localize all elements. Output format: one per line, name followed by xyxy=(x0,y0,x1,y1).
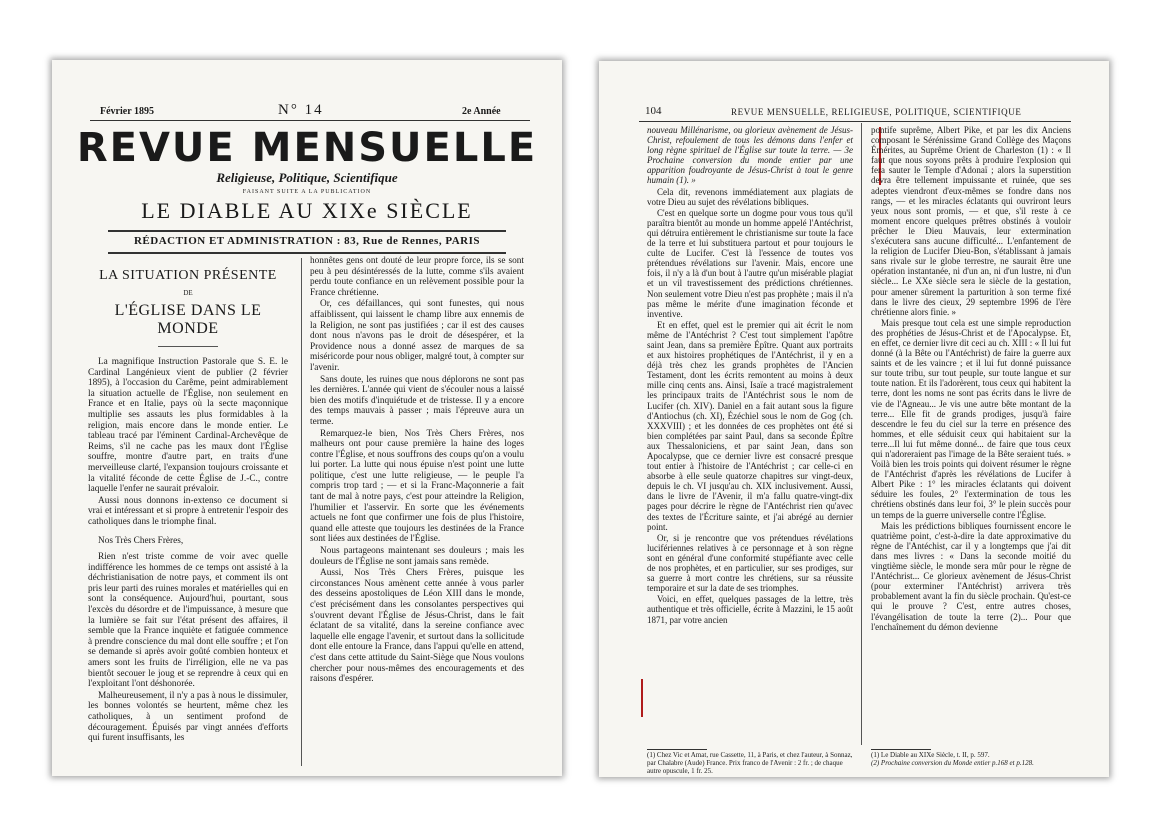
paragraph: Aussi, Nos Très Chers Frères, puisque les circonstances Nous amènent cette année à vous parler des desseins apostoliques de Léon XIII dans le monde, c'est précisément dans les consolantes perspectives qui s'ouvrent devant l'Église de Jésus-Christ, dans le fait éclatant de sa vitalité, dans la sereine confiance avec laquelle elle engage l'avenir, et surtout dans la sollicitude dont elle entoure la France, dans l'appui qu'elle en attend, c'est dans cette attitude du Saint-Siège que Nous voulons chercher pour nous-mêmes des encouragements et des raisons d'espérer. xyxy=(310,568,524,685)
article-body-col1 xyxy=(88,357,288,744)
header-rule xyxy=(639,121,1071,122)
paragraph: Rien n'est triste comme de voir avec quelle indifférence les hommes de ce temps ont assisté à la déchristianisation de notre pays, et comment ils ont pris leur parti des ruines morales et matérielles qui en sont la conséquence. Aujourd'hui, pourtant, sous l'excès du désordre et de l'impuissance, à mesure que la lumière se fait sur l'état présent des affaires, il semble que la France inquiète et fatiguée commence à prendre conscience du mal dont elle souffre ; et l'on se demande si après avoir goûté combien honteux et amers sont les fruits de l'irréligion, elle ne va pas bientôt secouer le joug et se reprendre à ceux qui en l'exploitant l'ont déshonorée. xyxy=(88,552,288,690)
masthead-rule-top xyxy=(108,230,506,232)
paragraph: Et en effet, quel est le premier qui ait écrit le nom même de l'Antéchrist ? C'est tout simplement l'apôtre saint Jean, dans sa première Épître. Quant aux portraits et aux histoires prophétiques de l'Antéchrist, il y en a déjà très chez les grands prophètes de l'Ancien Testament, dont les écrits remontent au moins à deux mille cinq cents ans. Ainsi, Isaïe a tracé magistralement les principaux traits de l'Antéchrist sous le nom de Lucifer (ch. XIV). Daniel en a fait autant sous la figure d'Antiochus (ch. XI), Ézéchiel sous le nom de Gog (ch. XXXVIII) ; et les données de ces prophètes ont été si bien complétées par saint Paul, dans sa seconde Épître aux Thessaloniciens, et par saint Jean, dans son Apocalypse, que ce dernier livre est consacré presque tout entier à l'histoire de l'Antéchrist ; car celle-ci en absorbe à elle seule quatorze chapitres sur vingt-deux, depuis le ch. VI jusqu'au ch. XIX inclusivement. Aussi, dans le livre de l'Avenir, il m'a fallu quatre-vingt-dix pages pour décrire le règne de l'Antéchrist rien qu'avec des textes de l'Écriture sainte, et j'ai abrégé au dernier point. xyxy=(647,319,853,532)
footnote-rule-right xyxy=(871,749,931,750)
paragraph: Mais les prédictions bibliques fournissent encore le quatrième point, c'est-à-dire la date approximative du règne de l'Antéchist, car il y a longtemps que j'ai dit dans mes livres : « Dans la seconde moitié du vingtième siècle, le monde sera mûr pour le règne de l'Antéchrist... Ce glorieux avènement de Jésus-Christ (pour exterminer l'Antéchrist) arrivera très probablement avant la fin du siècle prochain. Qu'est-ce qui le prouve ? C'est, entre autres choses, l'évangélisation de toute la terre (2)... Pour que l'enchaînement du démon devienne xyxy=(871,520,1071,632)
column-divider xyxy=(301,258,302,766)
paragraph: Remarquez-le bien, Nos Très Chers Frères, nos malheurs ont pour cause première la haine des loges contre l'Église, et nous souffrons des coups qu'on a voulu lui porter. La lutte qui nous épuise n'est point une lutte politique, c'est une lutte religieuse, — le peuple l'a compris trop tard ; — et si la Franc-Maçonnerie a fait tant de mal à notre pays, c'est pour atteindre la Religion, l'humilier et l'asservir. En sorte que les événements actuels ne font que confirmer une fois de plus l'histoire, quand elle atteste que toujours les destinées de la France sont liées aux destinées de l'Église. xyxy=(310,428,524,545)
footnote-left: (1) Chez Vic et Amat, rue Cassette, 11, à Paris, et chez l'auteur, à Sonnaz, par Chalabre (Aude) France. Prix franco de l'Avenir : 2 fr. ; de chaque autre opuscule, 1 fr. 25. xyxy=(647,751,853,775)
article-title-line-3: L'ÉGLISE DANS LE MONDE xyxy=(114,302,262,337)
redaction-line: RÉDACTION ET ADMINISTRATION : 83, Rue de Rennes, PARIS xyxy=(133,235,481,247)
issue-year: 2e Année xyxy=(462,106,501,117)
paragraph: Nous partageons maintenant ses douleurs ; mais les douleurs de l'Église ne sont jamais sans remède. xyxy=(310,546,524,567)
title-underline xyxy=(158,346,218,347)
le-diable-title: LE DIABLE AU XIXe SIÈCLE xyxy=(141,198,473,223)
paragraph: Aussi nous donnons in-extenso ce document si vrai et intéressant et si propre à entretenir l'espoir des catholiques dans le triomphe final. xyxy=(88,495,288,527)
issue-number: N° 14 xyxy=(278,102,324,118)
right-page xyxy=(599,61,1109,777)
left-page xyxy=(52,60,562,776)
paragraph: La magnifique Instruction Pastorale que S. E. le Cardinal Langénieux vient de publier (2 février 1895), à l'occasion du Carême, peint admirablement la situation actuelle de l'Église, non seulement en France et en Italie, pays où la secte maçonnique multiplie ses assauts les plus formidables à la religion, mais encore dans le monde entier. Le tableau tracé par l'éminent Cardinal-Archevêque de Reims, s'il ne cache pas les maux dont l'Église souffre, montre d'autre part, en traits d'une merveilleuse clarté, l'expansion toujours croissante et la vitalité féconde de cette Église de J.-C., contre laquelle l'enfer ne saurait prévaloir. xyxy=(88,357,288,495)
article-column-2 xyxy=(310,256,524,686)
article-title-line-2: DE xyxy=(183,289,193,297)
paragraph: Malheureusement, il n'y a pas à nous le dissimuler, les bonnes volontés se heurtent, même chez les catholiques, à un sentiment profond de découragement. Épuisés par vingt années d'efforts qui furent insuffisants, les xyxy=(88,690,288,744)
paragraph: Sans doute, les ruines que nous déplorons ne sont pas les dernières. L'année qui vient de s'écouler nous a laissé bien des motifs d'inquiétude et de tristesse. Il y a encore des temps mauvais à passer ; mais l'épreuve aura un terme. xyxy=(310,374,524,427)
article-title-line-1: LA SITUATION PRÉSENTE xyxy=(99,268,277,283)
paragraph: Cela dit, revenons immédiatement aux plagiats de votre Dieu au sujet des révélations bibliques. xyxy=(647,186,853,207)
highlight-bar-bottom xyxy=(641,679,643,717)
masthead-title: REVUE MENSUELLE xyxy=(76,125,538,171)
footnote-right-2: (2) Prochaine conversion du Monde entier p.168 et p.128. xyxy=(871,759,1034,767)
masthead-subtitle: Religieuse, Politique, Scientifique xyxy=(216,170,398,185)
salutation: Nos Très Chers Frères, xyxy=(98,535,184,546)
paragraph: nouveau Millénarisme, ou glorieux avènement de Jésus-Christ, refoulement de tous les démons dans l'enfer et long règne spirituel de l'Église sur toute la terre. — 3e Prochaine conversion du monde entier par une apparition foudroyante de Jésus-Christ à tout le genre humain (1). » xyxy=(647,125,853,186)
masthead-rule-bottom xyxy=(108,252,506,254)
article-column-1 xyxy=(647,125,853,626)
column-divider xyxy=(861,123,862,745)
faisant-suite: FAISANT SUITE A LA PUBLICATION xyxy=(242,189,372,195)
paragraph: C'est en quelque sorte un dogme pour vous tous qu'il paraîtra bientôt au monde un homme appelé l'Antéchrist, qui détruira entièrement le christianisme sur toute la face de la terre et lui substituera partout et pour toujours le culte de Lucifer. C'est là l'essence de toutes vos prétendues révélations sur l'avenir. Mais, encore une fois, il n'y a là d'un bout à l'autre qu'un misérable plagiat et un vil travestissement des prédictions chrétiennes. Non seulement votre Dieu n'est pas prophète ; mais il n'a pas même le mérite d'une imagination féconde et inventive. xyxy=(647,207,853,319)
issue-date: Février 1895 xyxy=(100,106,154,117)
article-column-1 xyxy=(88,268,288,745)
page-number: 104 xyxy=(645,105,662,117)
article-column-2 xyxy=(871,125,1071,633)
footnote-right-1: (1) Le Diable au XIXe Siècle, t. II, p. 597. xyxy=(871,751,990,759)
top-rule xyxy=(90,120,530,121)
paragraph: honnêtes gens ont douté de leur propre force, ils se sont peu à peu désintéressés de la lutte, comme s'ils avaient perdu toute confiance en un relèvement possible pour la France chrétienne. xyxy=(310,256,524,298)
running-head: REVUE MENSUELLE, RELIGIEUSE, POLITIQUE, SCIENTIFIQUE xyxy=(731,107,1022,117)
paragraph: pontife suprême, Albert Pike, et par les dix Anciens composant le Sérénissime Grand Collège des Maçons Émérites, au Suprême Orient de Charleston (1) : « Il faut que nous soyons prêts à produire l'explosion qui fera sauter le Temple d'Adonaï ; alors la superstition devra être tellement impuissante et ruinée, que ses adeptes viendront d'eux-mêmes se fondre dans nos rangs, — et les miracles éclatants qui ouvriront leurs yeux nous sont promis, — et que, s'il reste à ce moment encore quelques prêtres obstinés à vouloir prêcher le Dieu Mauvais, leur extermination s'exécutera sans aucune difficulté... L'enfantement de la religion de Lucifer Dieu-Bon, s'établissant à jamais sans rivale sur le globe terrestre, ne saurait être une opération instantanée, ni d'un an, ni d'un lustre, ni d'un siècle... Le XXe siècle sera le siècle de la gestation, pour amener sûrement la parturition à son terme fixé dans le livre des cieux, 29 septembre 1996 de l'ère chrétienne alors finie. » xyxy=(871,125,1071,317)
paragraph: Or, si je rencontre que vos prétendues révélations lucifériennes relatives à ce personnage et à son règne sont en général d'une conformité stupéfiante avec celle de nos prophètes, et en particulier, sur ses prodiges, sur sa guerre à mort contre les chrétiens, sur sa réussite temporaire et sur la date de ses triomphes. xyxy=(647,532,853,594)
paragraph: Or, ces défaillances, qui sont funestes, qui nous affaiblissent, qui laissent le champ libre aux ennemis de la Religion, ne sont pas justifiées ; car il est des causes dont nous n'avons pas le droit de désespérer, et la Providence nous a donné assez de marques de sa miséricorde pour nous obliger, malgré tout, à compter sur l'avenir. xyxy=(310,299,524,373)
paragraph: Voici, en effet, quelques passages de la lettre, très authentique et très officielle, écrite à Mazzini, le 15 août 1871, par votre ancien xyxy=(647,594,853,625)
paragraph: Mais presque tout cela est une simple reproduction des prophéties de Jésus-Christ et de l'Apocalypse. Et, en effet, ce dernier livre dit ceci au ch. XIII : « Il lui fut donné (à la Bête ou l'Antéchrist) de faire la guerre aux saints et de les vaincre ; et il lui fut donné puissance sur toute tribu, sur tout peuple, sur toute langue et sur toute nation. Et ils l'adorèrent, tous ceux qui habitent la terre, dont les noms ne sont pas écrits dans le livre de vie de l'Agneau... Je vis une autre bête montant de la terre... Elle fit de grands prodiges, jusqu'à faire descendre le feu du ciel sur la terre en présence des hommes, et elle séduisit ceux qui habitaient sur la terre...Il lui fut même donné... de faire que tous ceux qui n'adoreraient pas l'image de la Bête seraient tués. » Voilà bien les trois points qui doivent résumer le règne de l'Antéchrist d'après les révélations de Lucifer à Albert Pike : 1° les miracles éclatants qui doivent séduire les foules, 2° l'extermination de tous les chrétiens obstinés dans leur foi, 3° le plein succès pour un temps de la guerre universelle contre l'Église. xyxy=(871,317,1071,520)
footnote-rule-left xyxy=(647,749,707,750)
